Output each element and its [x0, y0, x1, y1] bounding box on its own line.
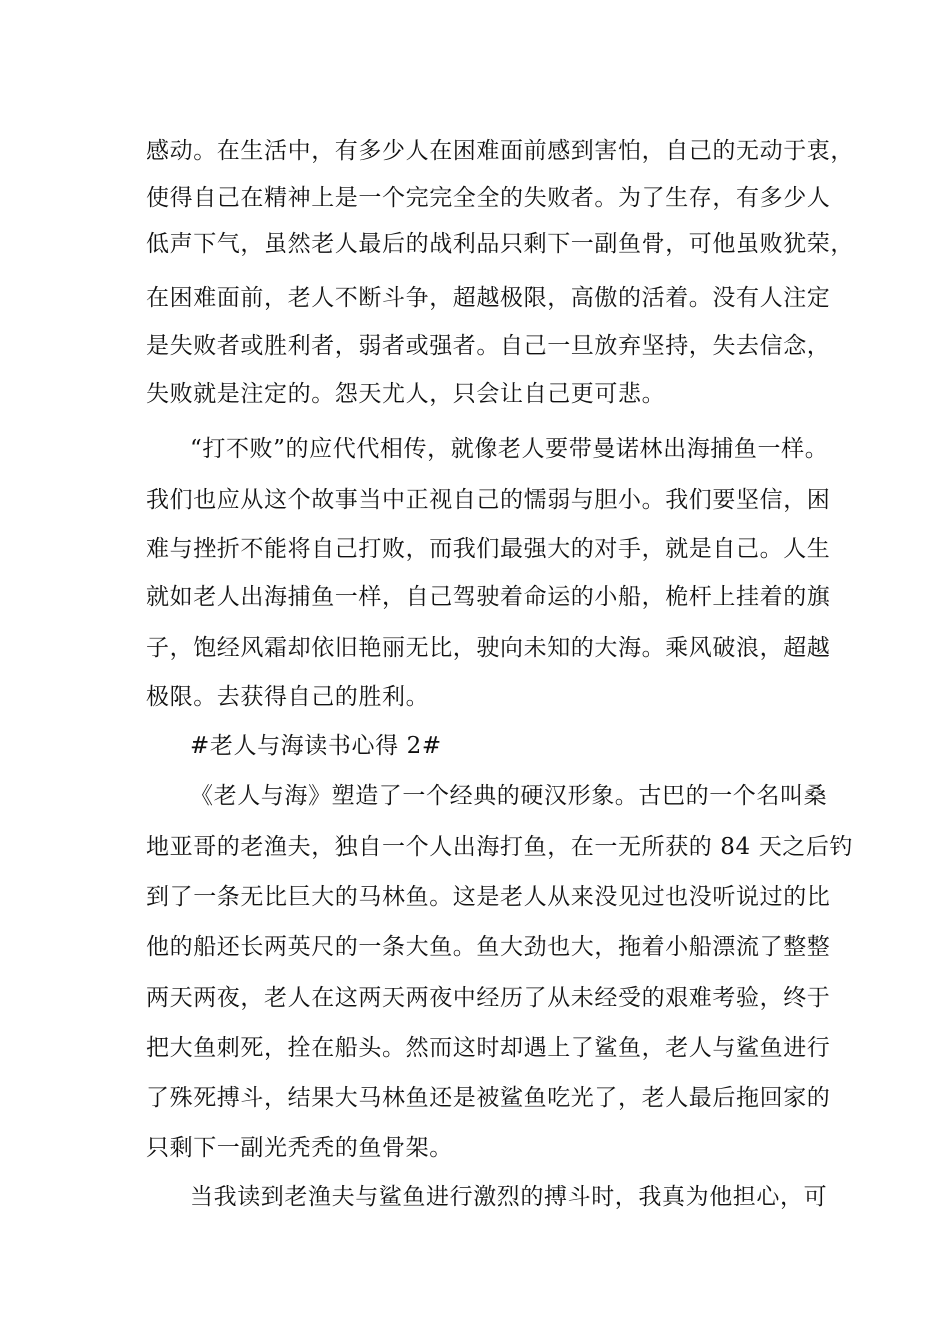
- text-line: 在困难面前，老人不断斗争，超越极限，高傲的活着。没有人注定: [146, 285, 831, 311]
- text-line: 失败就是注定的。怨天尤人，只会让自己更可悲。: [146, 381, 666, 407]
- text-line: 子，饱经风霜却依旧艳丽无比，驶向未知的大海。乘风破浪，超越: [146, 635, 831, 661]
- text-line: 感动。在生活中，有多少人在困难面前感到害怕，自己的无动于衷，: [146, 138, 854, 164]
- text-line: 了殊死搏斗，结果大马林鱼还是被鲨鱼吃光了，老人最后拖回家的: [146, 1085, 831, 1111]
- text-line: 是失败者或胜利者，弱者或强者。自己一旦放弃坚持，失去信念，: [146, 333, 831, 359]
- text-line: 到了一条无比巨大的马林鱼。这是老人从来没见过也没听说过的比: [146, 884, 831, 910]
- text-line: 把大鱼刺死，拴在船头。然而这时却遇上了鲨鱼，老人与鲨鱼进行: [146, 1035, 831, 1061]
- text-line: 使得自己在精神上是一个完完全全的失败者。为了生存，有多少人: [146, 185, 831, 211]
- text-line: 我们也应从这个故事当中正视自己的懦弱与胆小。我们要坚信，困: [146, 487, 831, 513]
- text-line: 只剩下一副光秃秃的鱼骨架。: [146, 1135, 453, 1161]
- text-line: 地亚哥的老渔夫，独自一个人出海打鱼，在一无所获的 84 天之后钓: [146, 834, 854, 860]
- text-line: 难与挫折不能将自己打败，而我们最强大的对手，就是自己。人生: [146, 536, 831, 562]
- paragraph-first-line: “打不败”的应代代相传，就像老人要带曼诺林出海捕鱼一样。: [190, 436, 829, 462]
- text-line: 他的船还长两英尺的一条大鱼。鱼大劲也大，拖着小船漂流了整整: [146, 934, 831, 960]
- text-line: 两天两夜，老人在这两天两夜中经历了从未经受的艰难考验，终于: [146, 985, 831, 1011]
- section-heading: #老人与海读书心得 2#: [190, 733, 442, 759]
- paragraph-first-line: 当我读到老渔夫与鲨鱼进行激烈的搏斗时，我真为他担心，可: [190, 1184, 828, 1210]
- paragraph-first-line: 《老人与海》塑造了一个经典的硬汉形象。古巴的一个名叫桑: [190, 783, 828, 809]
- text-line: 低声下气，虽然老人最后的战利品只剩下一副鱼骨，可他虽败犹荣，: [146, 231, 854, 257]
- text-line: 极限。去获得自己的胜利。: [146, 684, 430, 710]
- text-line: 就如老人出海捕鱼一样，自己驾驶着命运的小船，桅杆上挂着的旗: [146, 584, 831, 610]
